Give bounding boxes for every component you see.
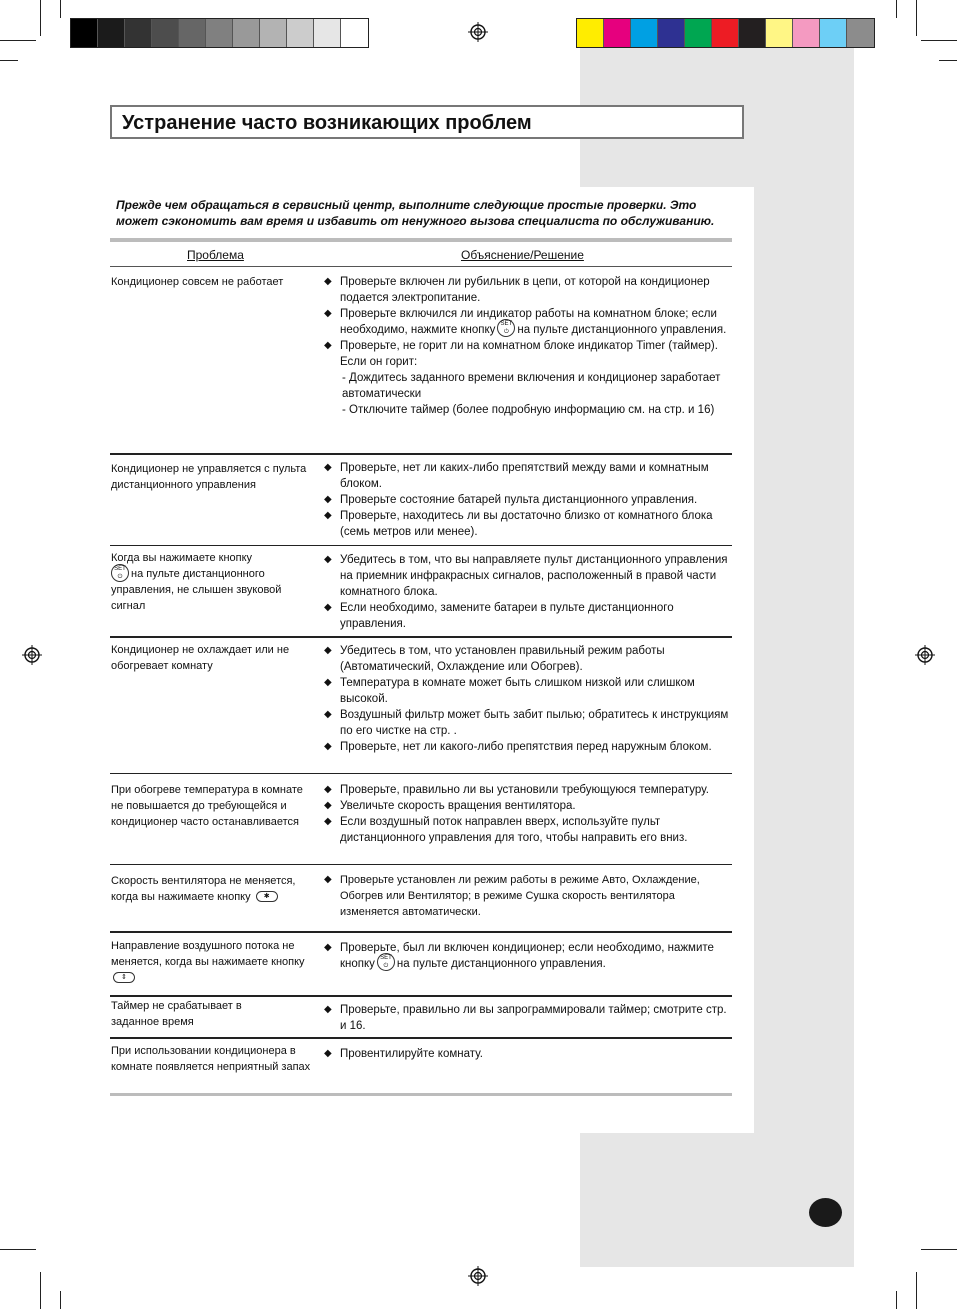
- problem-cell: При использовании кондиционера в комнате появляется неприятный запах: [111, 1045, 311, 1073]
- diamond-bullet-icon: ◆: [324, 340, 332, 351]
- swatch: [793, 19, 820, 47]
- problem-cell: [111, 938, 316, 986]
- diamond-bullet-icon: ◆: [324, 602, 332, 613]
- column-header-solution: Объяснение/Решение: [461, 248, 584, 262]
- solution-item: [322, 600, 734, 632]
- diamond-bullet-icon: ◆: [324, 874, 332, 885]
- row-divider: [110, 995, 732, 997]
- solution-item: [322, 338, 734, 370]
- solution-text: Проверьте, не горит ли на комнатном блоке индикатор Timer (таймер). Если он горит:: [340, 340, 718, 368]
- row-divider: [110, 453, 732, 455]
- crop-mark: [939, 60, 957, 61]
- solution-text: Провентилируйте комнату.: [340, 1048, 483, 1060]
- problem-text: на пульте дистанционного управления, не слышен звуковой сигнал: [111, 568, 282, 612]
- diamond-bullet-icon: ◆: [324, 510, 332, 521]
- swatch: [341, 19, 368, 47]
- diamond-bullet-icon: ◆: [324, 709, 332, 720]
- solution-text: Убедитесь в том, что установлен правильный режим работы (Автоматический, Охлаждение или Обогрев).: [340, 645, 665, 673]
- fan-button-icon: ✱: [256, 891, 278, 902]
- solution-cell: [322, 460, 734, 540]
- swatch: [658, 19, 685, 47]
- solution-text: Проверьте, правильно ли вы установили требующуюся температуру.: [340, 784, 709, 796]
- solution-item: [322, 274, 734, 306]
- diamond-bullet-icon: ◆: [324, 308, 332, 319]
- table-top-rule: [110, 238, 732, 242]
- intro-paragraph: Прежде чем обращаться в сервисный центр, выполните следующие простые проверки. Это может сэкономить вам время и избавить от ненужного вызова специалиста по обслуживанию.: [116, 198, 715, 228]
- column-header-problem: Проблема: [187, 248, 244, 262]
- solution-item: [322, 306, 734, 338]
- diamond-bullet-icon: ◆: [324, 741, 332, 752]
- crop-mark: [0, 40, 36, 41]
- solution-text: Проверьте, был ли включен кондиционер; если необходимо, нажмите кнопку: [340, 942, 714, 970]
- diamond-bullet-icon: ◆: [324, 784, 332, 795]
- crop-mark: [916, 0, 917, 36]
- crop-mark: [40, 1272, 41, 1309]
- solution-cell: [322, 1002, 734, 1034]
- table-bottom-rule: [110, 1093, 732, 1096]
- header-divider: [110, 266, 732, 267]
- problem-cell: Таймер не срабатывает в заданное время: [111, 1000, 242, 1028]
- solution-subitem: - Дождитесь заданного времени включения и кондиционер заработает автоматически: [342, 372, 721, 400]
- diamond-bullet-icon: ◆: [324, 942, 332, 953]
- problem-cell: При обогреве температура в комнате не повышается до требующейся и кондиционер часто останавливается: [111, 784, 303, 828]
- solution-text: на пульте дистанционного управления.: [396, 958, 606, 970]
- swatch: [712, 19, 739, 47]
- crop-mark: [921, 40, 957, 41]
- crop-mark: [60, 1291, 61, 1309]
- solution-text: Проверьте установлен ли режим работы в режиме Авто, Охлаждение, Обогрев или Вентилятор; в режиме Сушка скорость вентилятора изменяется автоматически.: [340, 874, 700, 918]
- crop-mark: [896, 1291, 897, 1309]
- swatch: [98, 19, 125, 47]
- diamond-bullet-icon: ◆: [324, 1004, 332, 1015]
- solution-subitem: - Отключите таймер (более подробную информацию см. на стр. и 16): [342, 404, 715, 416]
- solution-text: Проверьте, находитесь ли вы достаточно близко от комнатного блока (семь метров или менее).: [340, 510, 713, 538]
- swatch: [125, 19, 152, 47]
- crop-mark: [40, 0, 41, 36]
- swatch: [71, 19, 98, 47]
- solution-item: [322, 940, 734, 972]
- solution-cell: [322, 1046, 734, 1062]
- row-divider: [110, 773, 732, 774]
- solution-text: Воздушный фильтр может быть забит пылью; обратитесь к инструкциям по его чистке на стр. .: [340, 709, 729, 737]
- diamond-bullet-icon: ◆: [324, 462, 332, 473]
- crop-mark: [0, 1249, 36, 1250]
- solution-item: [322, 814, 734, 846]
- solution-item: [322, 707, 734, 739]
- swatch: [152, 19, 179, 47]
- diamond-bullet-icon: ◆: [324, 816, 332, 827]
- swatch: [314, 19, 341, 47]
- solution-text: Проверьте включен ли рубильник в цепи, от которой на кондиционер подается электропитание.: [340, 276, 710, 304]
- swatch: [820, 19, 847, 47]
- page-title-box: [110, 105, 744, 139]
- problem-cell: Кондиционер совсем не работает: [111, 276, 284, 288]
- solution-cell: [322, 940, 734, 972]
- solution-text: Убедитесь в том, что вы направляете пульт дистанционного управления на приемник инфракрасных сигналов, расположенный в правой части комнатного блока.: [340, 554, 728, 598]
- solution-item: [322, 798, 734, 814]
- problem-cell: Кондиционер не охлаждает или не обогревает комнату: [111, 644, 290, 672]
- power-button-icon: SET ⏻: [111, 564, 129, 582]
- problem-text: Направление воздушного потока не меняется, когда вы нажимаете кнопку: [111, 940, 305, 968]
- solution-text: Проверьте, нет ли какого-либо препятствия перед наружным блоком.: [340, 741, 712, 753]
- swatch: [604, 19, 631, 47]
- solution-text: Температура в комнате может быть слишком низкой или слишком высокой.: [340, 677, 695, 705]
- power-button-icon: SET ⏻: [377, 953, 395, 971]
- solution-item: [322, 552, 734, 600]
- color-calibration-bar: [576, 18, 875, 48]
- solution-item: [322, 739, 734, 755]
- problem-text: Скорость вентилятора не меняется, когда вы нажимаете кнопку: [111, 875, 296, 903]
- solution-item: [322, 492, 734, 508]
- swatch: [287, 19, 314, 47]
- swatch: [685, 19, 712, 47]
- solution-item: [322, 1002, 734, 1034]
- solution-text: на пульте дистанционного управления.: [517, 324, 727, 336]
- swatch: [577, 19, 604, 47]
- crop-mark: [0, 60, 18, 61]
- solution-item: [322, 643, 734, 675]
- diamond-bullet-icon: ◆: [324, 800, 332, 811]
- swatch: [206, 19, 233, 47]
- solution-text: Проверьте, нет ли каких-либо препятствий между вами и комнатным блоком.: [340, 462, 709, 490]
- diamond-bullet-icon: ◆: [324, 276, 332, 287]
- problem-cell: [111, 550, 316, 614]
- crop-mark: [60, 0, 61, 18]
- diamond-bullet-icon: ◆: [324, 1048, 332, 1059]
- registration-mark-icon: [22, 645, 42, 665]
- row-divider: [110, 1037, 732, 1039]
- registration-mark-icon: [915, 645, 935, 665]
- grayscale-calibration-bar: [70, 18, 369, 48]
- problem-text: Когда вы нажимаете кнопку: [111, 552, 253, 564]
- page-number-badge: [809, 1198, 842, 1227]
- crop-mark: [916, 1272, 917, 1309]
- solution-cell: [322, 274, 734, 418]
- diamond-bullet-icon: ◆: [324, 677, 332, 688]
- row-divider: [110, 864, 732, 865]
- solution-item: [322, 675, 734, 707]
- solution-text: Если необходимо, замените батареи в пульте дистанционного управления.: [340, 602, 674, 630]
- power-button-icon: SET ⏻: [497, 319, 515, 337]
- solution-text: Проверьте, правильно ли вы запрограммировали таймер; смотрите стр. и 16.: [340, 1004, 727, 1032]
- swing-button-icon: ⇕: [113, 972, 135, 983]
- solution-item: [322, 508, 734, 540]
- swatch: [179, 19, 206, 47]
- solution-item: [322, 872, 734, 920]
- solution-item: [322, 460, 734, 492]
- page-title: Устранение часто возникающих проблем: [122, 112, 532, 134]
- problem-cell: Кондиционер не управляется с пульта дистанционного управления: [111, 463, 307, 491]
- row-divider: [110, 636, 732, 638]
- solution-cell: [322, 872, 734, 920]
- row-divider: [110, 545, 732, 546]
- solution-text: Проверьте состояние батарей пульта дистанционного управления.: [340, 494, 698, 506]
- crop-mark: [896, 0, 897, 18]
- solution-item: [322, 1046, 734, 1062]
- solution-text: Проверьте включился ли индикатор работы на комнатном блоке; если необходимо, нажмите кнопку: [340, 308, 717, 336]
- swatch: [766, 19, 793, 47]
- page-side-panel-bottom: [580, 1133, 854, 1267]
- solution-item: [322, 782, 734, 798]
- diamond-bullet-icon: ◆: [324, 494, 332, 505]
- registration-mark-icon: [468, 22, 488, 42]
- solution-cell: [322, 782, 734, 846]
- row-divider: [110, 931, 732, 933]
- swatch: [233, 19, 260, 47]
- page-side-panel-right: [754, 187, 854, 1267]
- swatch: [847, 19, 874, 47]
- crop-mark: [921, 1249, 957, 1250]
- registration-mark-icon: [468, 1266, 488, 1286]
- swatch: [739, 19, 766, 47]
- swatch: [631, 19, 658, 47]
- solution-cell: [322, 643, 734, 755]
- diamond-bullet-icon: ◆: [324, 554, 332, 565]
- solution-cell: [322, 552, 734, 632]
- diamond-bullet-icon: ◆: [324, 645, 332, 656]
- solution-text: Увеличьте скорость вращения вентилятора.: [340, 800, 576, 812]
- solution-text: Если воздушный поток направлен вверх, используйте пульт дистанционного управления для того, чтобы направить его вниз.: [340, 816, 688, 844]
- problem-cell: [111, 873, 316, 905]
- swatch: [260, 19, 287, 47]
